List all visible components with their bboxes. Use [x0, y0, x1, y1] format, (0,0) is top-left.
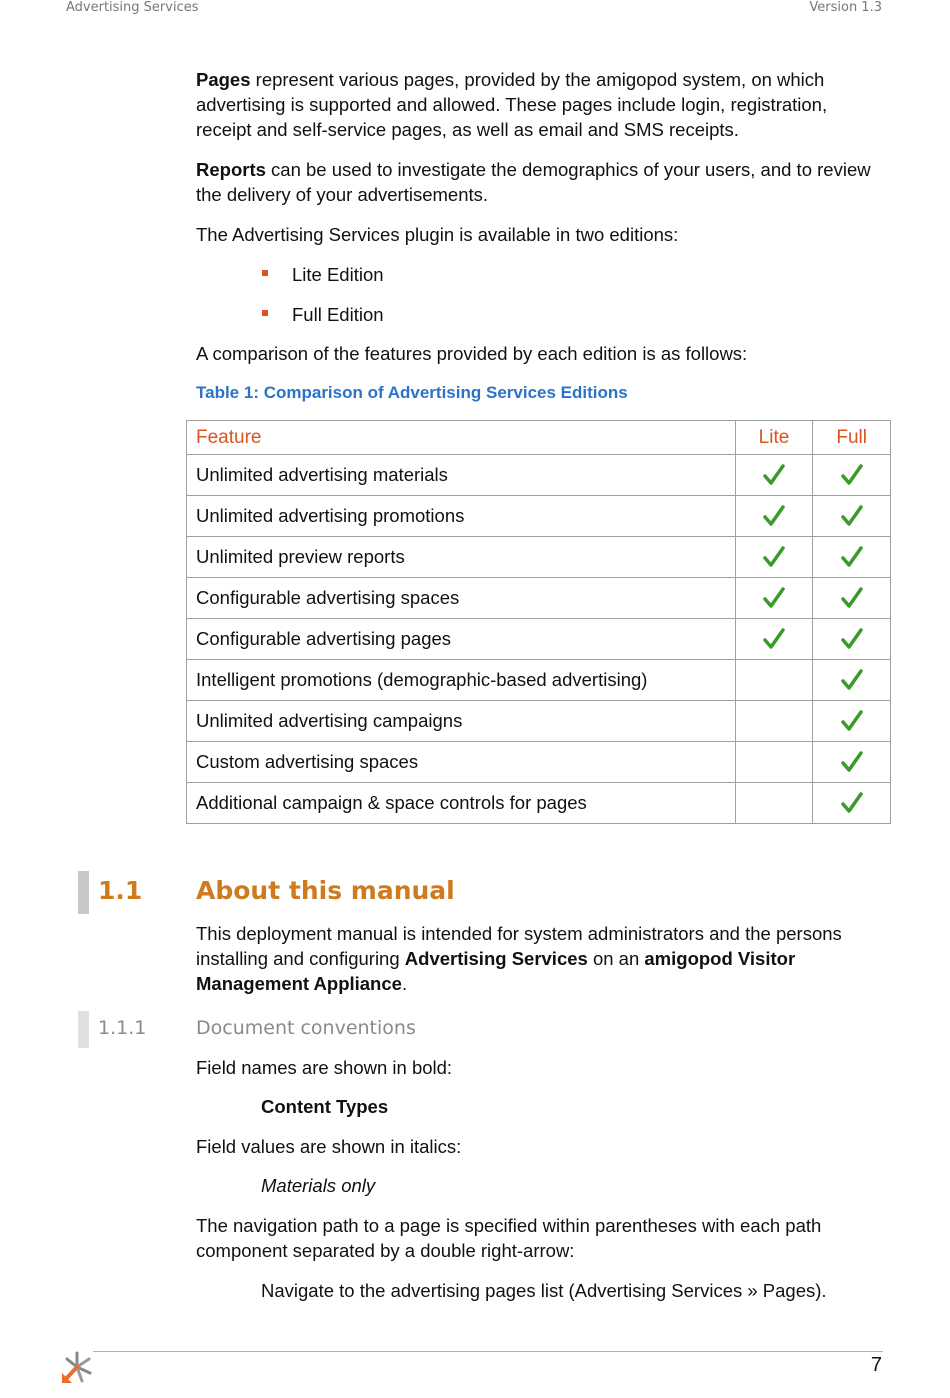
running-header-version: Version 1.3 — [809, 0, 882, 15]
comparison-intro: A comparison of the features provided by each edition is as follows: — [196, 343, 748, 364]
feature-cell: Configurable advertising pages — [187, 619, 736, 660]
list-item: Full Edition — [262, 302, 384, 327]
page-number: 7 — [870, 1354, 882, 1376]
about-paragraph: This deployment manual is intended for system administrators and the persons installing and configuring Advertising Services on an amigopod Visitor Management Appliance. — [196, 923, 842, 994]
field-names-example: Content Types — [261, 1096, 389, 1117]
header-lite: Lite — [735, 421, 813, 455]
full-cell — [813, 783, 891, 824]
feature-cell: Unlimited preview reports — [187, 537, 736, 578]
field-values-text: Field values are shown in italics: — [196, 1136, 462, 1157]
checkmark-icon — [840, 586, 864, 607]
full-cell — [813, 619, 891, 660]
table-row — [187, 455, 891, 496]
section-title: About this manual — [196, 876, 455, 905]
section-number: 1.1 — [98, 876, 143, 905]
header-full: Full — [813, 421, 891, 455]
table-row — [187, 537, 891, 578]
subsection-marker — [78, 1011, 89, 1048]
reports-paragraph: Reports can be used to investigate the demographics of your users, and to review the delivery of your advertisements. — [196, 159, 871, 205]
section-marker — [78, 871, 89, 914]
field-names-text: Field names are shown in bold: — [196, 1057, 453, 1078]
feature-cell: Additional campaign & space controls for pages — [187, 783, 736, 824]
table-row — [187, 742, 891, 783]
editions-intro: The Advertising Services plugin is available in two editions: — [196, 224, 679, 245]
lite-cell — [735, 537, 813, 578]
feature-cell: Custom advertising spaces — [187, 742, 736, 783]
lite-cell — [735, 578, 813, 619]
lite-cell — [735, 783, 813, 824]
checkmark-icon — [762, 586, 786, 607]
checkmark-icon — [762, 627, 786, 648]
table-row — [187, 660, 891, 701]
full-cell — [813, 742, 891, 783]
feature-cell: Unlimited advertising promotions — [187, 496, 736, 537]
table-header-row — [187, 421, 891, 455]
nav-path-text: The navigation path to a page is specified within parentheses with each path component separated by a double right-arrow: — [196, 1215, 822, 1261]
bullet-square-icon — [262, 310, 268, 316]
full-cell — [813, 496, 891, 537]
table-row — [187, 783, 891, 824]
feature-cell: Configurable advertising spaces — [187, 578, 736, 619]
comparison-table — [186, 420, 891, 824]
table-row — [187, 578, 891, 619]
table-row — [187, 701, 891, 742]
lite-cell — [735, 660, 813, 701]
full-cell — [813, 455, 891, 496]
table-row — [187, 619, 891, 660]
header-feature: Feature — [187, 421, 736, 455]
checkmark-icon — [840, 504, 864, 525]
checkmark-icon — [840, 463, 864, 484]
checkmark-icon — [840, 668, 864, 689]
lite-cell — [735, 455, 813, 496]
checkmark-icon — [762, 545, 786, 566]
subsection-title: Document conventions — [196, 1017, 416, 1039]
lite-cell — [735, 701, 813, 742]
full-cell — [813, 578, 891, 619]
full-cell — [813, 537, 891, 578]
checkmark-icon — [762, 504, 786, 525]
amigopod-logo-icon — [60, 1349, 94, 1385]
lite-cell — [735, 496, 813, 537]
checkmark-icon — [840, 750, 864, 771]
table-row — [187, 496, 891, 537]
full-cell — [813, 660, 891, 701]
checkmark-icon — [840, 627, 864, 648]
full-cell — [813, 701, 891, 742]
table-caption: Table 1: Comparison of Advertising Services Editions — [196, 383, 628, 402]
pages-term: Pages — [196, 69, 251, 90]
feature-cell: Unlimited advertising materials — [187, 455, 736, 496]
subsection-number: 1.1.1 — [98, 1017, 147, 1039]
reports-term: Reports — [196, 159, 266, 180]
feature-cell: Unlimited advertising campaigns — [187, 701, 736, 742]
checkmark-icon — [762, 463, 786, 484]
checkmark-icon — [840, 709, 864, 730]
lite-cell — [735, 619, 813, 660]
running-header-title: Advertising Services — [66, 0, 199, 15]
list-item: Lite Edition — [262, 262, 384, 287]
feature-cell: Intelligent promotions (demographic-based advertising) — [187, 660, 736, 701]
footer-divider — [93, 1351, 883, 1352]
pages-paragraph: Pages represent various pages, provided by the amigopod system, on which advertising is supported and allowed. These pages include login, registration, receipt and self-service pages, as well as email and SMS receipts. — [196, 69, 828, 140]
field-values-example: Materials only — [261, 1175, 376, 1196]
bullet-square-icon — [262, 270, 268, 276]
lite-cell — [735, 742, 813, 783]
checkmark-icon — [840, 545, 864, 566]
nav-path-example: Navigate to the advertising pages list (Advertising Services » Pages). — [261, 1280, 827, 1301]
checkmark-icon — [840, 791, 864, 812]
